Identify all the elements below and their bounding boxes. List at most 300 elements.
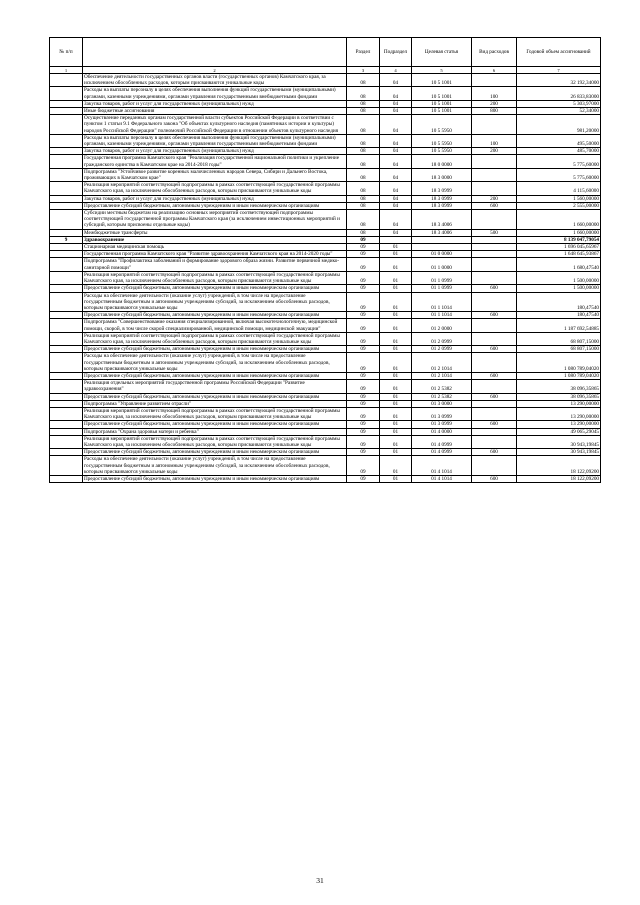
row-subsection: 04 xyxy=(380,74,412,87)
row-amount: 1 660,00000 xyxy=(517,210,601,230)
table-row xyxy=(50,100,601,107)
row-number xyxy=(50,435,83,448)
row-subsection: 01 xyxy=(380,332,412,345)
row-section: 08 xyxy=(347,108,380,115)
row-section: 09 xyxy=(347,312,380,319)
row-target-item: 10 5 5950 xyxy=(412,148,472,155)
row-name: Расходы на выплаты персоналу в целях обеспечения выполнения функций государственными (муниципальными) органами, казенными учреждениями, органами управления государственными внебюджетными фондами xyxy=(83,134,347,147)
row-name: Закупка товаров, работ и услуг для государственных (муниципальных) нужд xyxy=(83,100,347,107)
row-expense-type xyxy=(472,244,517,251)
row-name: Предоставление субсидий бюджетным, автономным учреждениям и иным некоммерческим организациям xyxy=(83,449,347,456)
row-section: 08 xyxy=(347,168,380,181)
row-expense-type xyxy=(472,168,517,181)
col-number: 7 xyxy=(517,67,601,74)
col-number: 2 xyxy=(83,67,347,74)
row-amount: 13 290,00000 xyxy=(517,407,601,420)
row-name: Подпрограмма "Профилактика заболеваний и формирование здорового образа жизни. Развитие первичной медико-санитарной помощи" xyxy=(83,258,347,271)
row-target-item xyxy=(412,244,472,251)
row-target-item: 10 5 1001 xyxy=(412,74,472,87)
row-name: Межбюджетные трансферты xyxy=(83,229,347,236)
table-row xyxy=(50,435,601,448)
row-amount: 2 555,00000 xyxy=(517,202,601,209)
row-section: 09 xyxy=(347,236,380,243)
row-target-item: 10 5 1001 xyxy=(412,100,472,107)
row-name: Предоставление субсидий бюджетным, автономным учреждениям и иным некоммерческим организациям xyxy=(83,202,347,209)
table-row xyxy=(50,244,601,251)
row-number xyxy=(50,244,83,251)
row-target-item: 18 3 4006 xyxy=(412,210,472,230)
row-subsection: 01 xyxy=(380,449,412,456)
row-number xyxy=(50,353,83,373)
table-row xyxy=(50,456,601,476)
row-section: 08 xyxy=(347,148,380,155)
row-amount: 32 192,34000 xyxy=(517,74,601,87)
row-amount: 1 187 692,54885 xyxy=(517,319,601,332)
row-expense-type: 600 xyxy=(472,393,517,400)
row-number xyxy=(50,195,83,202)
row-section: 08 xyxy=(347,87,380,100)
row-target-item: 10 5 1001 xyxy=(412,108,472,115)
row-expense-type xyxy=(472,251,517,258)
row-number xyxy=(50,115,83,135)
row-subsection: 01 xyxy=(380,285,412,292)
row-section: 08 xyxy=(347,210,380,230)
row-amount: 1 500,00000 xyxy=(517,271,601,284)
row-expense-type: 800 xyxy=(472,108,517,115)
row-subsection: 04 xyxy=(380,134,412,147)
row-target-item: 01 3 0999 xyxy=(412,421,472,428)
row-subsection: 01 xyxy=(380,421,412,428)
row-name: Предоставление субсидий бюджетным, автономным учреждениям и иным некоммерческим организациям xyxy=(83,421,347,428)
row-subsection: 01 xyxy=(380,380,412,393)
row-number xyxy=(50,393,83,400)
row-amount: 485,70000 xyxy=(517,148,601,155)
row-target-item xyxy=(412,236,472,243)
row-subsection: 01 xyxy=(380,435,412,448)
row-name: Расходы на выплаты персоналу в целях обеспечения выполнения функций государственными (муниципальными) органами, казенными учреждениями, органами управления государственными внебюджетными фондами xyxy=(83,87,347,100)
table-row xyxy=(50,195,601,202)
row-amount: 4 115,60000 xyxy=(517,182,601,195)
row-expense-type: 600 xyxy=(472,285,517,292)
row-amount: 38 096,35865 xyxy=(517,393,601,400)
row-amount: 13 290,00000 xyxy=(517,421,601,428)
row-subsection: 04 xyxy=(380,108,412,115)
row-subsection: 01 xyxy=(380,428,412,435)
row-name: Предоставление субсидий бюджетным, автономным учреждениям и иным некоммерческим организациям xyxy=(83,346,347,353)
row-name: Расходы на обеспечение деятельности (оказание услуг) учреждений, в том числе на предоставление государственным бюджетным и автономным учреждениям субсидий, за исключением обособленных расходов, которым присваиваются уникальные коды xyxy=(83,353,347,373)
row-expense-type: 600 xyxy=(472,421,517,428)
table-row xyxy=(50,393,601,400)
table-row xyxy=(50,449,601,456)
row-section: 08 xyxy=(347,134,380,147)
row-name: Реализация мероприятий соответствующей подпрограммы в рамках соответствующей государственной программы Камчатского края, за исключением обособленных расходов, которым присваиваются уникальные коды xyxy=(83,435,347,448)
row-section: 08 xyxy=(347,115,380,135)
row-expense-type xyxy=(472,155,517,168)
row-number xyxy=(50,380,83,393)
row-amount: 26 833,83000 xyxy=(517,87,601,100)
row-target-item: 01 1 1014 xyxy=(412,312,472,319)
row-subsection: 04 xyxy=(380,182,412,195)
table-row xyxy=(50,210,601,230)
row-amount: 30 943,19845 xyxy=(517,449,601,456)
row-subsection: 04 xyxy=(380,115,412,135)
table-row xyxy=(50,168,601,181)
table-row xyxy=(50,74,601,87)
row-subsection: 04 xyxy=(380,148,412,155)
row-amount: 1 560,00000 xyxy=(517,195,601,202)
row-target-item: 01 3 0999 xyxy=(412,407,472,420)
row-section: 08 xyxy=(347,74,380,87)
row-expense-type: 600 xyxy=(472,202,517,209)
table-body xyxy=(50,74,601,483)
row-section: 09 xyxy=(347,449,380,456)
row-section: 09 xyxy=(347,456,380,476)
row-expense-type: 600 xyxy=(472,372,517,379)
row-section: 09 xyxy=(347,285,380,292)
row-number xyxy=(50,400,83,407)
row-number xyxy=(50,372,83,379)
row-amount: 49 065,29045 xyxy=(517,428,601,435)
row-number xyxy=(50,407,83,420)
row-target-item: 01 2 5382 xyxy=(412,380,472,393)
row-expense-type xyxy=(472,236,517,243)
header-section: Раздел xyxy=(347,38,380,67)
col-number: 6 xyxy=(472,67,517,74)
row-expense-type xyxy=(472,456,517,476)
row-section: 08 xyxy=(347,182,380,195)
table-row xyxy=(50,292,601,312)
row-name: Реализация мероприятий соответствующей подпрограммы в рамках соответствующей государственной программы Камчатского края, за исключением обособленных расходов, которым присваиваются уникальные коды xyxy=(83,407,347,420)
row-target-item: 10 5 5950 xyxy=(412,134,472,147)
row-subsection: 01 xyxy=(380,456,412,476)
row-section: 08 xyxy=(347,195,380,202)
row-target-item: 01 0 0000 xyxy=(412,251,472,258)
table-row xyxy=(50,236,601,243)
row-target-item: 18 3 0999 xyxy=(412,202,472,209)
row-subsection: 01 xyxy=(380,346,412,353)
row-number xyxy=(50,258,83,271)
row-subsection: 01 xyxy=(380,271,412,284)
row-target-item: 01 2 1014 xyxy=(412,353,472,373)
row-number xyxy=(50,449,83,456)
row-subsection: 01 xyxy=(380,372,412,379)
row-subsection: 01 xyxy=(380,353,412,373)
row-section: 09 xyxy=(347,380,380,393)
row-target-item: 18 3 0999 xyxy=(412,182,472,195)
table-row xyxy=(50,285,601,292)
row-number xyxy=(50,134,83,147)
row-expense-type: 600 xyxy=(472,312,517,319)
header-subsection: Подраздел xyxy=(380,38,412,67)
col-number: 4 xyxy=(380,67,412,74)
row-section: 09 xyxy=(347,435,380,448)
table-row xyxy=(50,400,601,407)
row-target-item: 01 1 0000 xyxy=(412,258,472,271)
row-number xyxy=(50,210,83,230)
table-row xyxy=(50,428,601,435)
budget-table xyxy=(49,37,601,483)
row-section: 09 xyxy=(347,292,380,312)
row-subsection: 04 xyxy=(380,168,412,181)
table-row xyxy=(50,407,601,420)
table-row xyxy=(50,258,601,271)
row-name: Государственная программа Камчатского края "Реализация государственной национальной политики и укрепление гражданского единства в Камчатском крае на 2014-2018 годы" xyxy=(83,155,347,168)
row-expense-type xyxy=(472,182,517,195)
table-row xyxy=(50,155,601,168)
table-row xyxy=(50,148,601,155)
row-expense-type xyxy=(472,380,517,393)
table-row xyxy=(50,332,601,345)
row-subsection: 01 xyxy=(380,475,412,482)
table-row xyxy=(50,421,601,428)
row-target-item: 01 2 0000 xyxy=(412,319,472,332)
row-number xyxy=(50,456,83,476)
page-number: 31 xyxy=(316,876,324,885)
row-expense-type xyxy=(472,435,517,448)
row-amount: 5 303,97000 xyxy=(517,100,601,107)
row-subsection: 04 xyxy=(380,155,412,168)
row-name: Реализация мероприятий соответствующей подпрограммы в рамках соответствующей государственной программы Камчатского края, за исключением обособленных расходов, которым присваиваются уникальные коды xyxy=(83,182,347,195)
row-name: Государственная программа Камчатского края "Развитие здравоохранения Камчатского края на 2014-2020 годы" xyxy=(83,251,347,258)
row-target-item: 18 3 0999 xyxy=(412,195,472,202)
row-number xyxy=(50,74,83,87)
row-name: Предоставление субсидий бюджетным, автономным учреждениям и иным некоммерческим организациям xyxy=(83,475,347,482)
row-expense-type: 200 xyxy=(472,100,517,107)
table-row xyxy=(50,251,601,258)
row-expense-type: 200 xyxy=(472,195,517,202)
row-subsection: 01 xyxy=(380,312,412,319)
row-amount: 68 807,15000 xyxy=(517,346,601,353)
row-amount: 52,34000 xyxy=(517,108,601,115)
row-target-item: 01 2 5382 xyxy=(412,393,472,400)
row-number xyxy=(50,319,83,332)
row-subsection: 01 xyxy=(380,251,412,258)
table-row xyxy=(50,87,601,100)
table-row xyxy=(50,115,601,135)
table-row xyxy=(50,475,601,482)
row-subsection: 04 xyxy=(380,195,412,202)
row-target-item: 01 4 1014 xyxy=(412,475,472,482)
row-name: Обеспечение деятельности государственных органов власти (государственных органов) Камчатского края, за исключением обособленных расходов, которым присваиваются уникальные коды xyxy=(83,74,347,87)
row-section: 09 xyxy=(347,271,380,284)
row-section: 09 xyxy=(347,400,380,407)
row-name: Стационарная медицинская помощь xyxy=(83,244,347,251)
header-name xyxy=(83,38,347,67)
row-expense-type xyxy=(472,407,517,420)
row-target-item: 01 4 0000 xyxy=(412,428,472,435)
row-section: 09 xyxy=(347,372,380,379)
row-number xyxy=(50,100,83,107)
row-amount: 1 080 789,04020 xyxy=(517,353,601,373)
row-target-item: 18 0 0000 xyxy=(412,155,472,168)
row-number xyxy=(50,229,83,236)
row-amount: 38 096,35865 xyxy=(517,380,601,393)
row-subsection: 01 xyxy=(380,258,412,271)
row-section: 08 xyxy=(347,100,380,107)
row-amount: 5 775,60000 xyxy=(517,155,601,168)
row-number xyxy=(50,292,83,312)
row-number xyxy=(50,155,83,168)
table-row xyxy=(50,202,601,209)
col-number: 3 xyxy=(347,67,380,74)
row-amount: 1 696 045,65967 xyxy=(517,244,601,251)
column-number-row xyxy=(50,67,601,74)
header-target-item: Целевая статья xyxy=(412,38,472,67)
row-amount: 495,50000 xyxy=(517,134,601,147)
row-number xyxy=(50,421,83,428)
row-expense-type xyxy=(472,428,517,435)
row-section: 09 xyxy=(347,475,380,482)
row-subsection: 01 xyxy=(380,393,412,400)
row-target-item: 01 4 0999 xyxy=(412,449,472,456)
row-target-item: 01 2 1014 xyxy=(412,372,472,379)
row-expense-type xyxy=(472,210,517,230)
row-target-item: 01 1 1014 xyxy=(412,292,472,312)
row-name: Предоставление субсидий бюджетным, автономным учреждениям и иным некоммерческим организациям xyxy=(83,372,347,379)
row-section: 09 xyxy=(347,319,380,332)
row-number xyxy=(50,271,83,284)
row-number xyxy=(50,312,83,319)
row-section: 08 xyxy=(347,202,380,209)
row-expense-type: 500 xyxy=(472,229,517,236)
row-number xyxy=(50,475,83,482)
row-amount: 68 807,15000 xyxy=(517,332,601,345)
row-target-item: 01 1 0999 xyxy=(412,271,472,284)
row-expense-type: 600 xyxy=(472,475,517,482)
row-amount: 18 122,09200 xyxy=(517,456,601,476)
row-number xyxy=(50,108,83,115)
row-amount: 1 660,00000 xyxy=(517,229,601,236)
row-amount: 18 122,09200 xyxy=(517,475,601,482)
row-section: 09 xyxy=(347,428,380,435)
table-row xyxy=(50,229,601,236)
row-name: Субсидии местным бюджетам на реализацию основных мероприятий соответствующей подпрограммы соответствующей государственной программы Камчатского края (за исключением инвестиционных мероприятий и субсидий, которым присвоены отдельные коды) xyxy=(83,210,347,230)
row-amount: 180,47540 xyxy=(517,312,601,319)
row-name: Закупка товаров, работ и услуг для государственных (муниципальных) нужд xyxy=(83,195,347,202)
row-name: Иные бюджетные ассигнования xyxy=(83,108,347,115)
row-subsection: 01 xyxy=(380,319,412,332)
row-amount: 1 680,47540 xyxy=(517,258,601,271)
row-expense-type xyxy=(472,258,517,271)
row-name: Подпрограмма "Охрана здоровья матери и ребенка" xyxy=(83,428,347,435)
row-name: Подпрограмма "Устойчивое развитие коренных малочисленных народов Севера, Сибири и Дальнего Востока, проживающих в Камчатском крае" xyxy=(83,168,347,181)
row-subsection: 01 xyxy=(380,400,412,407)
table-row xyxy=(50,372,601,379)
row-section: 09 xyxy=(347,393,380,400)
row-amount: 1 080 789,04020 xyxy=(517,372,601,379)
row-section: 09 xyxy=(347,421,380,428)
row-subsection: 04 xyxy=(380,229,412,236)
row-target-item: 18 3 4006 xyxy=(412,229,472,236)
row-amount: 1 500,00000 xyxy=(517,285,601,292)
row-name: Здравоохранение xyxy=(83,236,347,243)
row-number xyxy=(50,285,83,292)
row-name: Предоставление субсидий бюджетным, автономным учреждениям и иным некоммерческим организациям xyxy=(83,393,347,400)
row-subsection: 04 xyxy=(380,210,412,230)
row-target-item: 10 5 5950 xyxy=(412,115,472,135)
row-amount: 30 943,19845 xyxy=(517,435,601,448)
header-annual-amount: Годовой объем ассигнований xyxy=(517,38,601,67)
row-number xyxy=(50,428,83,435)
row-amount: 5 775,60000 xyxy=(517,168,601,181)
row-target-item: 01 1 0999 xyxy=(412,285,472,292)
table-row xyxy=(50,346,601,353)
header-row xyxy=(50,38,601,67)
row-target-item: 01 3 0000 xyxy=(412,400,472,407)
row-number xyxy=(50,202,83,209)
table-row xyxy=(50,271,601,284)
row-section: 09 xyxy=(347,332,380,345)
row-number xyxy=(50,251,83,258)
row-name: Предоставление субсидий бюджетным, автономным учреждениям и иным некоммерческим организациям xyxy=(83,285,347,292)
row-name: Предоставление субсидий бюджетным, автономным учреждениям и иным некоммерческим организациям xyxy=(83,312,347,319)
row-subsection: 04 xyxy=(380,100,412,107)
row-subsection xyxy=(380,236,412,243)
row-number xyxy=(50,87,83,100)
table-row xyxy=(50,134,601,147)
table-row xyxy=(50,353,601,373)
row-expense-type xyxy=(472,115,517,135)
row-expense-type: 200 xyxy=(472,148,517,155)
budget-document xyxy=(49,37,600,483)
row-subsection: 04 xyxy=(380,87,412,100)
col-number: 5 xyxy=(412,67,472,74)
row-target-item: 10 5 1001 xyxy=(412,87,472,100)
row-name: Расходы на обеспечение деятельности (оказание услуг) учреждений, в том числе на предоставление государственным бюджетным и автономным учреждениям субсидий, за исключением обособленных расходов, которым присваиваются уникальные коды xyxy=(83,292,347,312)
row-name: Расходы на обеспечение деятельности (оказание услуг) учреждений, в том числе на предоставление государственным бюджетным и автономным учреждениям субсидий, за исключением обособленных расходов, которым присваиваются уникальные коды xyxy=(83,456,347,476)
row-amount: 13 290,00000 xyxy=(517,400,601,407)
row-expense-type xyxy=(472,292,517,312)
table-row xyxy=(50,380,601,393)
row-expense-type: 100 xyxy=(472,87,517,100)
table-row xyxy=(50,319,601,332)
table-row xyxy=(50,312,601,319)
table-row xyxy=(50,182,601,195)
row-amount: 1 648 645,93867 xyxy=(517,251,601,258)
row-subsection: 01 xyxy=(380,292,412,312)
row-expense-type: 600 xyxy=(472,346,517,353)
row-name: Осуществление переданных органам государственной власти субъектов Российской Федерации в соответствии с пунктом 1 статьи 9.1 Федерального закона "Об объектах культурного наследия (памятниках истории и культуры) народов Российской Федерации" полномочий Российской Федерации в отношении объектов культурного наследия xyxy=(83,115,347,135)
row-amount: 180,47540 xyxy=(517,292,601,312)
header-expense-type: Вид расходов xyxy=(472,38,517,67)
row-section: 08 xyxy=(347,229,380,236)
row-target-item: 01 2 0999 xyxy=(412,346,472,353)
row-number xyxy=(50,168,83,181)
row-name: Реализация мероприятий соответствующей подпрограммы в рамках соответствующей государственной программы Камчатского края, за исключением обособленных расходов, которым присваиваются уникальные коды xyxy=(83,271,347,284)
row-name: Подпрограмма "Совершенствование оказания специализированной, включая высокотехнологичную, медицинской помощи, скорой, в том числе скорой специализированной, медицинской помощи, медицинской эвакуации" xyxy=(83,319,347,332)
row-section: 09 xyxy=(347,258,380,271)
row-expense-type xyxy=(472,271,517,284)
row-name: Подпрограмма "Управление развитием отрасли" xyxy=(83,400,347,407)
row-subsection: 04 xyxy=(380,202,412,209)
row-expense-type xyxy=(472,74,517,87)
row-number xyxy=(50,346,83,353)
row-section: 09 xyxy=(347,353,380,373)
col-number: 1 xyxy=(50,67,83,74)
row-name: Закупка товаров, работ и услуг для государственных (муниципальных) нужд xyxy=(83,148,347,155)
row-expense-type xyxy=(472,353,517,373)
table-row xyxy=(50,108,601,115)
row-expense-type: 600 xyxy=(472,449,517,456)
header-num: № п/п xyxy=(50,38,83,67)
row-section: 09 xyxy=(347,407,380,420)
row-expense-type xyxy=(472,332,517,345)
row-name: Реализация отдельных мероприятий государственной программы Российской Федерации "Развитие здравоохранения" xyxy=(83,380,347,393)
row-number xyxy=(50,182,83,195)
row-expense-type: 100 xyxy=(472,134,517,147)
row-target-item: 01 2 0999 xyxy=(412,332,472,345)
row-subsection: 01 xyxy=(380,407,412,420)
